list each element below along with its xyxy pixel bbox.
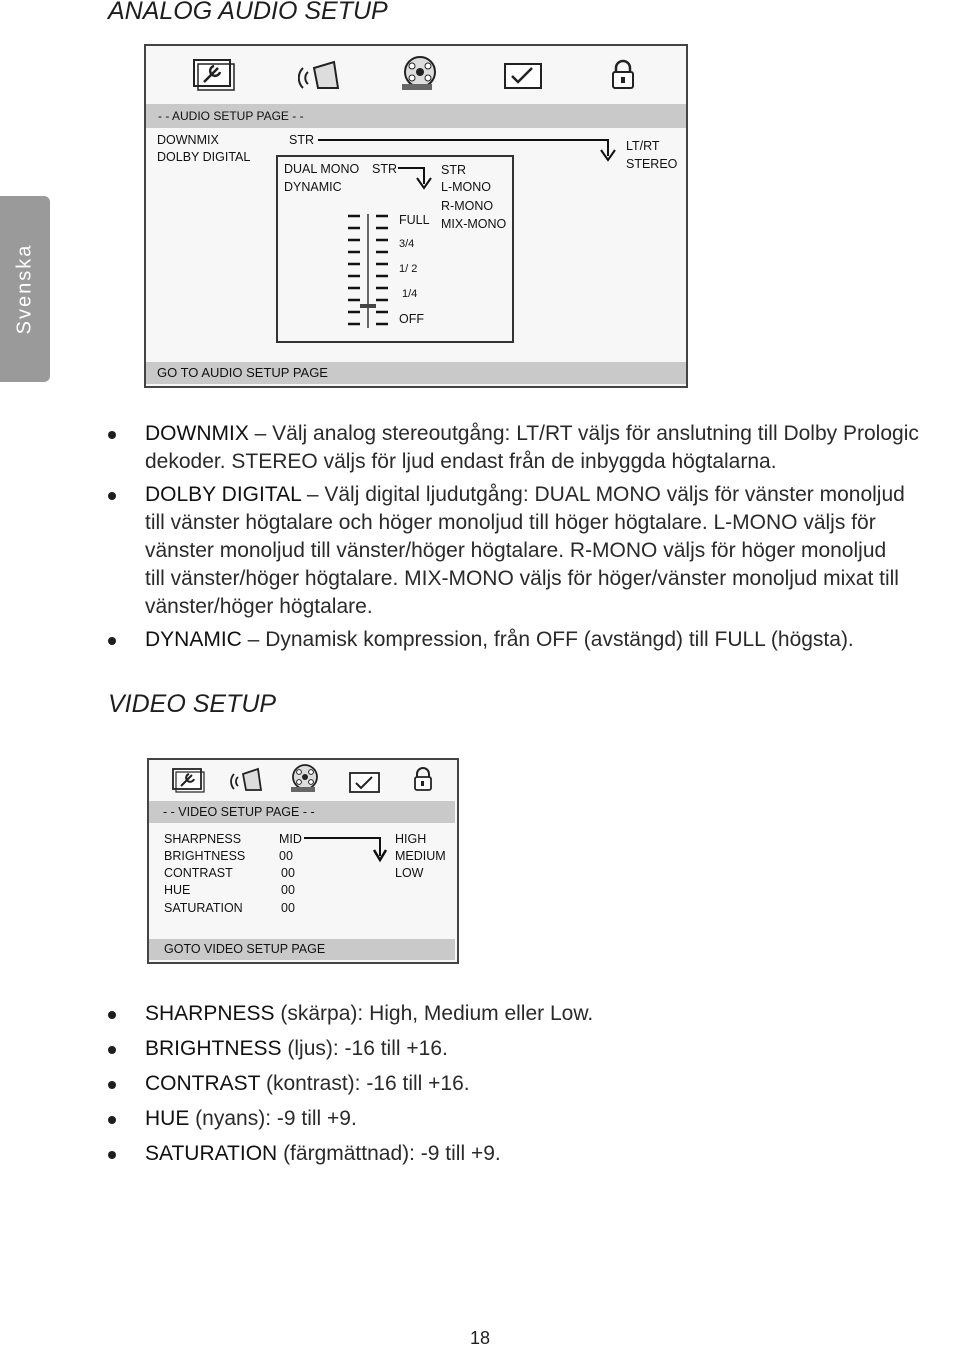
bullet-dot [108,492,116,500]
dynamic-slider[interactable] [340,210,400,332]
bullet-text-line: till vänster/höger högtalare. MIX-MONO väljs för höger/vänster monoljud mixat till [145,567,899,590]
dolby-digital-row[interactable]: DOLBY DIGITAL [157,150,251,164]
audio-menu-bar: - - AUDIO SETUP PAGE - - [146,104,686,128]
downmix-value: STR [289,133,314,147]
bullet-term: DYNAMIC [145,628,242,651]
bullet-text: (ljus): -16 till +16. [281,1037,448,1060]
bullet-term: HUE [145,1107,190,1130]
sharpness-option-low[interactable]: LOW [395,866,424,880]
bullet-saturation [108,1140,948,1168]
check-screen-icon [502,60,544,92]
film-reel-icon [398,54,444,94]
lock-icon [608,58,638,92]
bullet-term: CONTRAST [145,1072,261,1095]
dual-mono-value: STR [372,162,397,176]
bullet-text: – Välj analog stereoutgång: LT/RT väljs för anslutning till Dolby Prologic [248,422,919,445]
downmix-option-ltrt[interactable]: LT/RT [626,139,660,153]
sharpness-option-medium[interactable]: MEDIUM [395,849,446,863]
video-row-hue[interactable]: HUE [164,883,191,897]
bullet-text: (färgmättnad): -9 till +9. [277,1142,501,1165]
video-footer-bar[interactable]: GOTO VIDEO SETUP PAGE [149,939,455,960]
settings-icon [170,766,206,794]
dynamic-level-off[interactable]: OFF [399,312,424,326]
bullet-text: – Välj digital ljudutgång: DUAL MONO väljs för vänster monoljud [301,483,905,506]
lock-icon [411,766,435,794]
dynamic-level-1-4[interactable]: 1/4 [402,288,418,300]
sharpness-connector [304,834,396,866]
bullet-text: (kontrast): -16 till +16. [260,1072,470,1095]
bullet-brightness [108,1035,948,1063]
bullet-dot [108,1011,116,1019]
dynamic-level-full[interactable]: FULL [399,213,430,227]
bullet-dot [108,1081,116,1089]
bullet-dot [108,431,116,439]
dual-mono-option-str[interactable]: STR [441,163,466,177]
bullet-hue [108,1105,948,1133]
sharpness-value: MID [279,832,302,846]
bullet-dot [108,637,116,645]
speaker-icon [298,58,344,96]
bullet-text-line: till vänster högtalare och höger monoljud till höger högtalare. L-MONO väljs för [145,511,876,534]
bullet-sharpness [108,1000,948,1028]
speaker-icon [230,766,266,794]
dual-mono-option-lmono[interactable]: L-MONO [441,180,491,194]
bullet-text: (nyans): -9 till +9. [189,1107,357,1130]
dynamic-level-1-2[interactable]: 1/ 2 [399,263,418,275]
audio-footer-bar[interactable]: GO TO AUDIO SETUP PAGE [146,362,686,384]
dual-mono-row[interactable]: DUAL MONO [284,162,360,176]
settings-icon [190,56,236,92]
downmix-option-stereo[interactable]: STEREO [626,157,678,171]
saturation-value: 00 [281,901,295,915]
video-row-saturation[interactable]: SATURATION [164,901,243,915]
video-row-contrast[interactable]: CONTRAST [164,866,233,880]
bullet-term: BRIGHTNESS [145,1037,282,1060]
language-side-tab [0,196,50,382]
bullet-text: – Dynamisk kompression, från OFF (avstängd) till FULL (högsta). [241,628,854,651]
dual-mono-connector [398,164,442,194]
bullet-contrast [108,1070,948,1098]
contrast-value: 00 [281,866,295,880]
dynamic-row[interactable]: DYNAMIC [284,180,342,194]
sharpness-option-high[interactable]: HIGH [395,832,427,846]
bullet-text-line: dekoder. STEREO väljs för ljud endast från de inbyggda högtalarna. [145,450,777,473]
brightness-value: 00 [279,849,293,863]
bullet-dot [108,1151,116,1159]
dual-mono-option-rmono[interactable]: R-MONO [441,199,494,213]
page-number: 18 [469,1328,491,1348]
bullet-term: DOLBY DIGITAL [145,483,301,506]
hue-value: 00 [281,883,295,897]
bullet-dynamic [108,626,948,654]
check-screen-icon [348,770,382,796]
video-setup-heading: VIDEO SETUP [108,690,277,718]
video-menu-bar: - - VIDEO SETUP PAGE - - [149,801,455,823]
dynamic-level-3-4[interactable]: 3/4 [399,238,415,250]
dual-mono-option-mixmono[interactable]: MIX-MONO [441,217,507,231]
bullet-downmix [108,420,948,476]
bullet-term: DOWNMIX [145,422,249,445]
bullet-text-line: vänster monoljud till vänster/höger högtalare. R-MONO väljs för höger monoljud [145,539,887,562]
bullet-text: (skärpa): High, Medium eller Low. [274,1002,594,1025]
video-row-brightness[interactable]: BRIGHTNESS [164,849,246,863]
bullet-term: SHARPNESS [145,1002,275,1025]
bullet-dot [108,1116,116,1124]
downmix-row[interactable]: DOWNMIX [157,133,219,147]
bullet-text-line: vänster/höger högtalare. [145,595,373,618]
video-row-sharpness[interactable]: SHARPNESS [164,832,242,846]
bullet-dolby-digital [108,481,948,621]
bullet-dot [108,1046,116,1054]
film-reel-icon [288,763,324,795]
analog-audio-heading: ANALOG AUDIO SETUP [108,0,388,25]
bullet-term: SATURATION [145,1142,278,1165]
language-tab-label: Svenska [13,243,36,335]
